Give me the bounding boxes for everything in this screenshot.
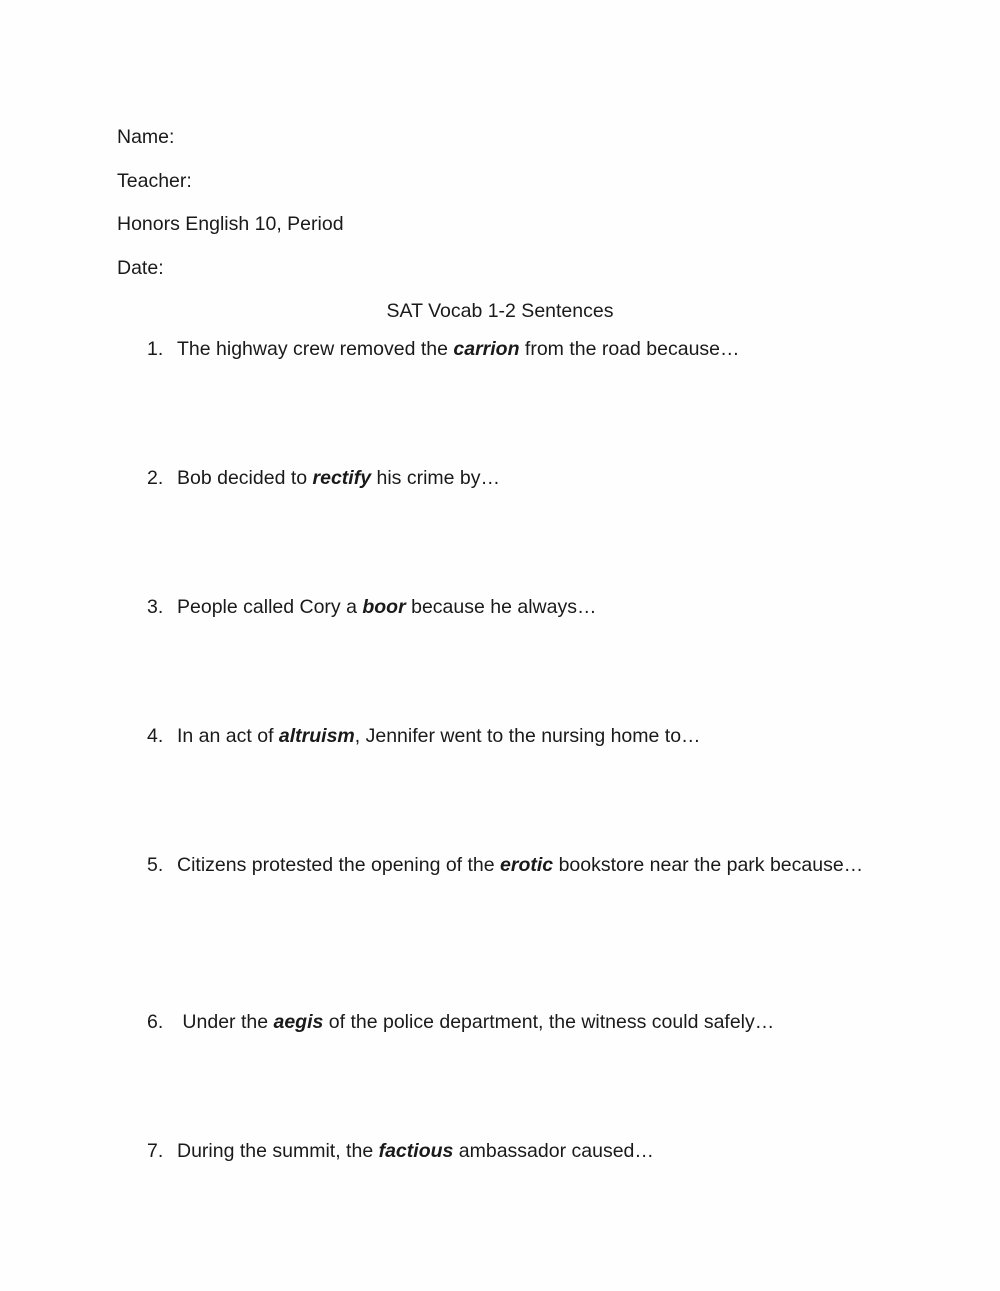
list-item-number: 3. xyxy=(147,595,164,618)
vocab-word: carrion xyxy=(453,337,520,360)
list-item-number: 4. xyxy=(147,724,164,747)
name-field-label: Name: xyxy=(117,126,175,148)
sentence-suffix: his crime by… xyxy=(371,466,501,489)
sentence-prompt-list xyxy=(117,334,883,1167)
vocab-word: erotic xyxy=(500,853,554,876)
list-item-text xyxy=(177,850,883,881)
list-item xyxy=(117,592,883,721)
list-item-number: 2. xyxy=(147,466,164,489)
list-item-text xyxy=(177,1136,883,1167)
list-item-number: 6. xyxy=(147,1010,164,1033)
sentence-prefix: Bob decided to xyxy=(177,466,313,489)
sentence-prefix: People called Cory a xyxy=(177,595,363,618)
document-body xyxy=(117,116,883,1167)
sentence-suffix: , Jennifer went to the nursing home to… xyxy=(354,724,701,747)
list-item-number: 1. xyxy=(147,337,164,360)
sentence-prefix: In an act of xyxy=(177,724,279,747)
list-item xyxy=(117,334,883,463)
date-field-label: Date: xyxy=(117,256,164,279)
list-item xyxy=(117,850,883,1007)
sentence-prefix: The highway crew removed the xyxy=(177,337,454,360)
list-item-number: 5. xyxy=(147,853,164,876)
list-item-text xyxy=(177,463,883,494)
list-item xyxy=(117,463,883,592)
sentence-suffix: from the road because… xyxy=(519,337,740,360)
course-period-label: Honors English 10, Period xyxy=(117,213,344,235)
sentence-prefix: Citizens protested the opening of the xyxy=(177,853,501,876)
list-item-text xyxy=(177,334,883,365)
list-item xyxy=(117,1136,883,1167)
list-item-number: 7. xyxy=(147,1139,164,1162)
sentence-suffix: of the police department, the witness could safely… xyxy=(323,1010,775,1033)
sentence-prefix: During the summit, the xyxy=(177,1139,379,1162)
list-item-text xyxy=(177,592,883,623)
vocab-word: factious xyxy=(378,1139,454,1162)
vocab-word: altruism xyxy=(278,724,355,747)
student-info-header xyxy=(117,116,883,290)
teacher-field-label: Teacher: xyxy=(117,169,192,192)
vocab-word: aegis xyxy=(273,1010,324,1033)
sentence-suffix: ambassador caused… xyxy=(453,1139,654,1162)
vocab-word: rectify xyxy=(312,466,372,489)
sentence-prefix: Under the xyxy=(177,1010,274,1033)
list-item-text xyxy=(177,1007,883,1038)
vocab-word: boor xyxy=(362,595,406,618)
sentence-suffix: bookstore near the park because… xyxy=(553,853,864,876)
list-item xyxy=(117,721,883,850)
list-item xyxy=(117,1007,883,1136)
page-title: SAT Vocab 1-2 Sentences xyxy=(386,300,614,322)
sentence-suffix: because he always… xyxy=(405,595,597,618)
list-item-text xyxy=(177,721,883,752)
